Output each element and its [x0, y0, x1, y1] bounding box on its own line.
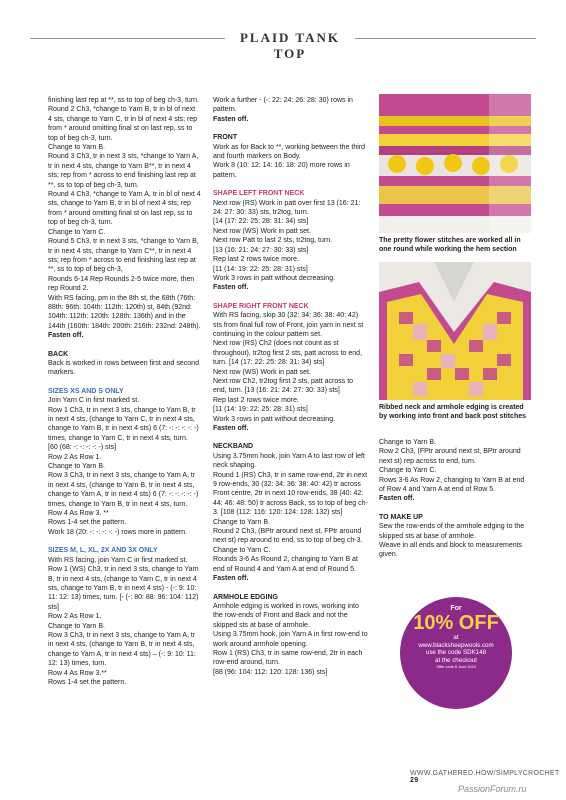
paragraph: Round 1 (RS) Ch3, tr in same row-end, 2tr in next 9 row-ends, 30 (32: 34: 36: 38: 40: 42) tr across Front centre, 2tr in next 10 row-ends, 38 (40: 42: 44: 46: 48: 50) tr across Back, ss to top of beg ch-3. [108 (112: 116: 120: 124: 128: 132) sts]: [213, 471, 368, 517]
pattern-column-1: [48, 96, 201, 687]
fasten-off: Fasten off.: [48, 332, 84, 340]
paragraph: Round 2 Ch3, *change to Yarn B, tr in bl of next 4 sts, change to Yarn C, tr in bl of next 4 sts; rep from * around omitting final st on last rep, ss to top of beg ch-3, turn.: [48, 106, 198, 142]
badge-discount: 10% OFF: [413, 612, 499, 634]
paragraph: Using 3.75mm hook, join Yarn A to last row of left neck shaping.: [213, 452, 365, 470]
paragraph: Round 4 Ch3, *change to Yarn A, tr in bl of next 4 sts, change to Yarn B, tr in bl of next 4 sts; rep from * around omitting final st on last rep, ss to top of beg ch-3, turn.: [48, 191, 201, 227]
paragraph: Row 1 Ch3, tr in next 3 sts, change to Yarn B, tr in next 4 sts, (change to Yarn C, tr in next 4 sts, change to Yarn B, tr in next 4 sts) 6 (7: -: -: -: -: -) times, change to Yarn C, tr in next 4 sts, turn.: [48, 406, 199, 442]
section-heading-left-neck: SHAPE LEFT FRONT NECK: [213, 190, 305, 198]
paragraph: Change to Yarn B.: [379, 439, 436, 446]
paragraph: Next row (RS) Ch2 (does not count as st throughout), tr2tog first 2 sts, patt across to end, turn. [14 (17: 22: 25: 28: 31: 34) sts]: [213, 340, 363, 367]
page-header: [0, 29, 566, 61]
photo-caption-edging: Ribbed neck and armhole edging is created by working into front and back post stitches: [379, 404, 527, 421]
fasten-off: Fasten off.: [213, 284, 249, 292]
paragraph: Work 3 rows in patt without decreasing.: [213, 415, 336, 423]
paragraph: Weave in all ends and block to measurements given.: [379, 542, 523, 559]
paragraph: [11 (14: 19: 22: 25: 28: 31) sts]: [213, 406, 308, 414]
paragraph: Change to Yarn C.: [379, 467, 437, 475]
paragraph: With RS facing, skip 30 (32: 34: 36: 38: 40: 42) sts from final full row of Front, join yarn in next st continuing in the colour pattern set.: [213, 312, 364, 338]
paragraph: [60 (68: -: -: -: -: -) sts]: [48, 444, 117, 452]
paragraph: Round 3 Ch3, tr in next 3 sts, *change to Yarn A, tr in next 4 sts, change to Yarn B**, tr in next 4 sts; rep from * across to end finishing last rep at **, ss to top of beg ch-3, turn.: [48, 153, 199, 189]
paragraph: Row 1 (RS) Ch3, tr in same row-end, 2tr in each row-end around, turn.: [213, 649, 363, 667]
paragraph: Round 5 Ch3, tr in next 3 sts, *change to Yarn B, tr in next 4 sts, change to Yarn C**, tr in next 4 sts; rep from * across to end finishing last rep at **, ss to top of beg ch-3,: [48, 238, 199, 274]
paragraph: Change to Yarn B.: [48, 463, 105, 471]
paragraph: Armhole edging is worked in rows, working into the row-ends of Front and Back and not the skipped sts at base of armhole.: [213, 602, 359, 629]
paragraph: Row 1 (WS) Ch3, tr in next 3 sts, change to Yarn B, tr in next 4 sts, (change to Yarn C, tr in next 4 sts, change to Yarn B, tr in next 4 sts) - (-: 9: 10: 11: 12: 13) times, turn. [- (-: 80: 88: 96: 104: 112) sts]: [48, 566, 199, 611]
paragraph: Next row Patt to last 2 sts, tr2tog, turn.: [213, 237, 333, 245]
section-heading-neckband: NECKBAND: [213, 443, 254, 451]
paragraph: finishing last rep at **, ss to top of beg ch-3, turn.: [48, 97, 199, 104]
section-heading-armhole: ARMHOLE EDGING: [213, 593, 278, 601]
paragraph: [11 (14: 19: 22: 25: 28: 31) sts]: [213, 265, 308, 273]
paragraph: Work 3 rows in patt without decreasing.: [213, 274, 336, 282]
paragraph: Work 8 (10: 12: 14: 16: 18: 20) more rows in pattern.: [213, 162, 350, 179]
paragraph: Change to Yarn B.: [213, 518, 270, 526]
paragraph: Change to Yarn C.: [213, 546, 271, 554]
paragraph: Rep last 2 rows twice more.: [213, 256, 299, 264]
header-rule-right: [355, 38, 536, 39]
paragraph: Work 18 (20: -: -: -: -: -) rows more in pattern.: [48, 528, 188, 536]
fasten-off: Fasten off.: [379, 495, 415, 503]
pattern-column-2: [213, 96, 368, 677]
paragraph: Rows 1-4 set the pattern.: [48, 678, 127, 686]
paragraph: Row 4 As Row 3.**: [48, 669, 107, 677]
paragraph: Row 4 As Row 3. **: [48, 510, 109, 518]
paragraph: Rows 3-6 As Row 2, changing to Yarn B at end of Row 4 and Yarn A at end of Row 5.: [379, 476, 525, 494]
footer-url: WWW.GATHERED.HOW/SIMPLYCROCHET: [410, 770, 560, 777]
badge-checkout: at the checkout: [435, 656, 477, 664]
page-footer: [410, 770, 566, 784]
paragraph: Change to Yarn B.: [48, 622, 105, 630]
section-heading-front: FRONT: [213, 134, 238, 142]
pattern-column-3: [379, 438, 531, 560]
paragraph: [88 (96: 104: 112: 120: 128: 136) sts]: [213, 668, 328, 676]
section-heading-back: BACK: [48, 350, 69, 358]
paragraph: Sew the row-ends of the armhole edging to the skipped sts at base of armhole.: [379, 523, 525, 540]
paragraph: Row 3 Ch3, tr in next 3 sts, change to Yarn A, tr in next 4 sts, (change to Yarn B, tr in next 4 sts, change to Yarn A, tr in next 4 sts) 6 (7: -: -: -: -: -) times, change to Yarn B, tr in next 4 sts, turn.: [48, 472, 199, 508]
paragraph: Round 2 Ch3, (BPtr around next st, FPtr around next st) rep around to end, ss to top of beg ch-3.: [213, 528, 363, 545]
fasten-off: Fasten off.: [213, 115, 249, 123]
size-heading-m-3x: SIZES M, L, XL, 2X AND 3X ONLY: [48, 547, 158, 555]
paragraph: Change to Yarn C.: [48, 228, 106, 236]
header-rule-left: [30, 38, 225, 39]
badge-site: www.blacksheepwools.com: [418, 641, 494, 649]
badge-fineprint: Offer ends 8 June 2024: [436, 665, 476, 670]
paragraph: Next row Ch2, tr2tog first 2 sts, patt across to end, turn. [13 (16: 21: 24: 27: 30: 33) sts]: [213, 377, 354, 395]
paragraph: Next row (WS) Work in patt set.: [213, 227, 311, 235]
paragraph: With RS facing, join Yarn C in first marked st.: [48, 556, 188, 564]
paragraph: Rep last 2 rows twice more.: [213, 396, 299, 404]
paragraph: [14 (17: 22: 25: 28: 31: 34) sts]: [213, 218, 309, 226]
size-heading-xs-s: SIZES XS AND S ONLY: [48, 387, 124, 395]
paragraph: Work a further - (-: 22: 24: 26: 28: 30) rows in pattern.: [213, 97, 353, 114]
paragraph: With RS facing, pm in the 8th st, the 68th (76th: 88th: 96th: 104th: 112th: 120th) st, 84th (92nd: 104th: 112th: 120th: 128th: 136th) and in the 144th (160th: 184th: 200th: 216th: 232nd: 248th).: [48, 294, 201, 330]
section-heading-right-neck: SHAPE RIGHT FRONT NECK: [213, 302, 309, 310]
discount-badge: [400, 597, 512, 709]
fasten-off: Fasten off.: [213, 575, 249, 583]
section-heading-make-up: TO MAKE UP: [379, 513, 423, 521]
paragraph: Join Yarn C in first marked st.: [48, 397, 140, 405]
watermark: PassionForum.ru: [458, 784, 527, 794]
paragraph: Row 2 As Row 1.: [48, 613, 102, 621]
paragraph: Back is worked in rows between first and second markers.: [48, 359, 199, 377]
paragraph: Next row (WS) Work in patt set.: [213, 368, 311, 376]
badge-at: at: [453, 634, 459, 641]
paragraph: Row 2 Ch3, (FPtr around next st, BPtr around next st) rep across to end, turn.: [379, 448, 521, 465]
page-number: 29: [410, 777, 419, 784]
fasten-off: Fasten off.: [213, 425, 249, 432]
page-title: PLAID TANK TOP: [239, 30, 341, 61]
paragraph: Row 2 As Row 1.: [48, 453, 102, 461]
paragraph: Change to Yarn B.: [48, 144, 105, 152]
paragraph: [13 (16: 21: 24: 27: 30: 33) sts]: [213, 246, 309, 254]
paragraph: Rows 1-4 set the pattern.: [48, 519, 127, 527]
paragraph: Using 3.75mm hook, join Yarn A in first row-end to work around armhole opening.: [213, 631, 368, 648]
paragraph: Work as for Back to **, working between the third and fourth markers on Body.: [213, 143, 365, 161]
badge-code: use the code SDK148: [425, 649, 487, 657]
hem-flower-photo: [379, 94, 531, 233]
paragraph: Next row (RS) Work in patt over first 13 (16: 21: 24: 27: 30: 33) sts, tr2tog, turn.: [213, 199, 361, 217]
paragraph: Rounds 3-6 As Round 2, changing to Yarn B at end of Round 4 and Yarn A at end of Round 5.: [213, 556, 358, 573]
paragraph: Row 3 Ch3, tr in next 3 sts, change to Yarn A, tr in next 4 sts, (change to Yarn B, tr in next 4 sts, change to Yarn A, tr in next 4 sts) – (-: 9: 10: 11: 12: 13) times, turn.: [48, 631, 196, 668]
neck-edging-photo: [379, 262, 531, 400]
badge-for: For: [450, 605, 462, 612]
paragraph: Rounds 6-14 Rep Rounds 2-5 twice more, then rep Round 2.: [48, 275, 195, 293]
photo-caption-flowers: The pretty flower stitches are worked all in one round while working the hem section: [379, 237, 521, 254]
